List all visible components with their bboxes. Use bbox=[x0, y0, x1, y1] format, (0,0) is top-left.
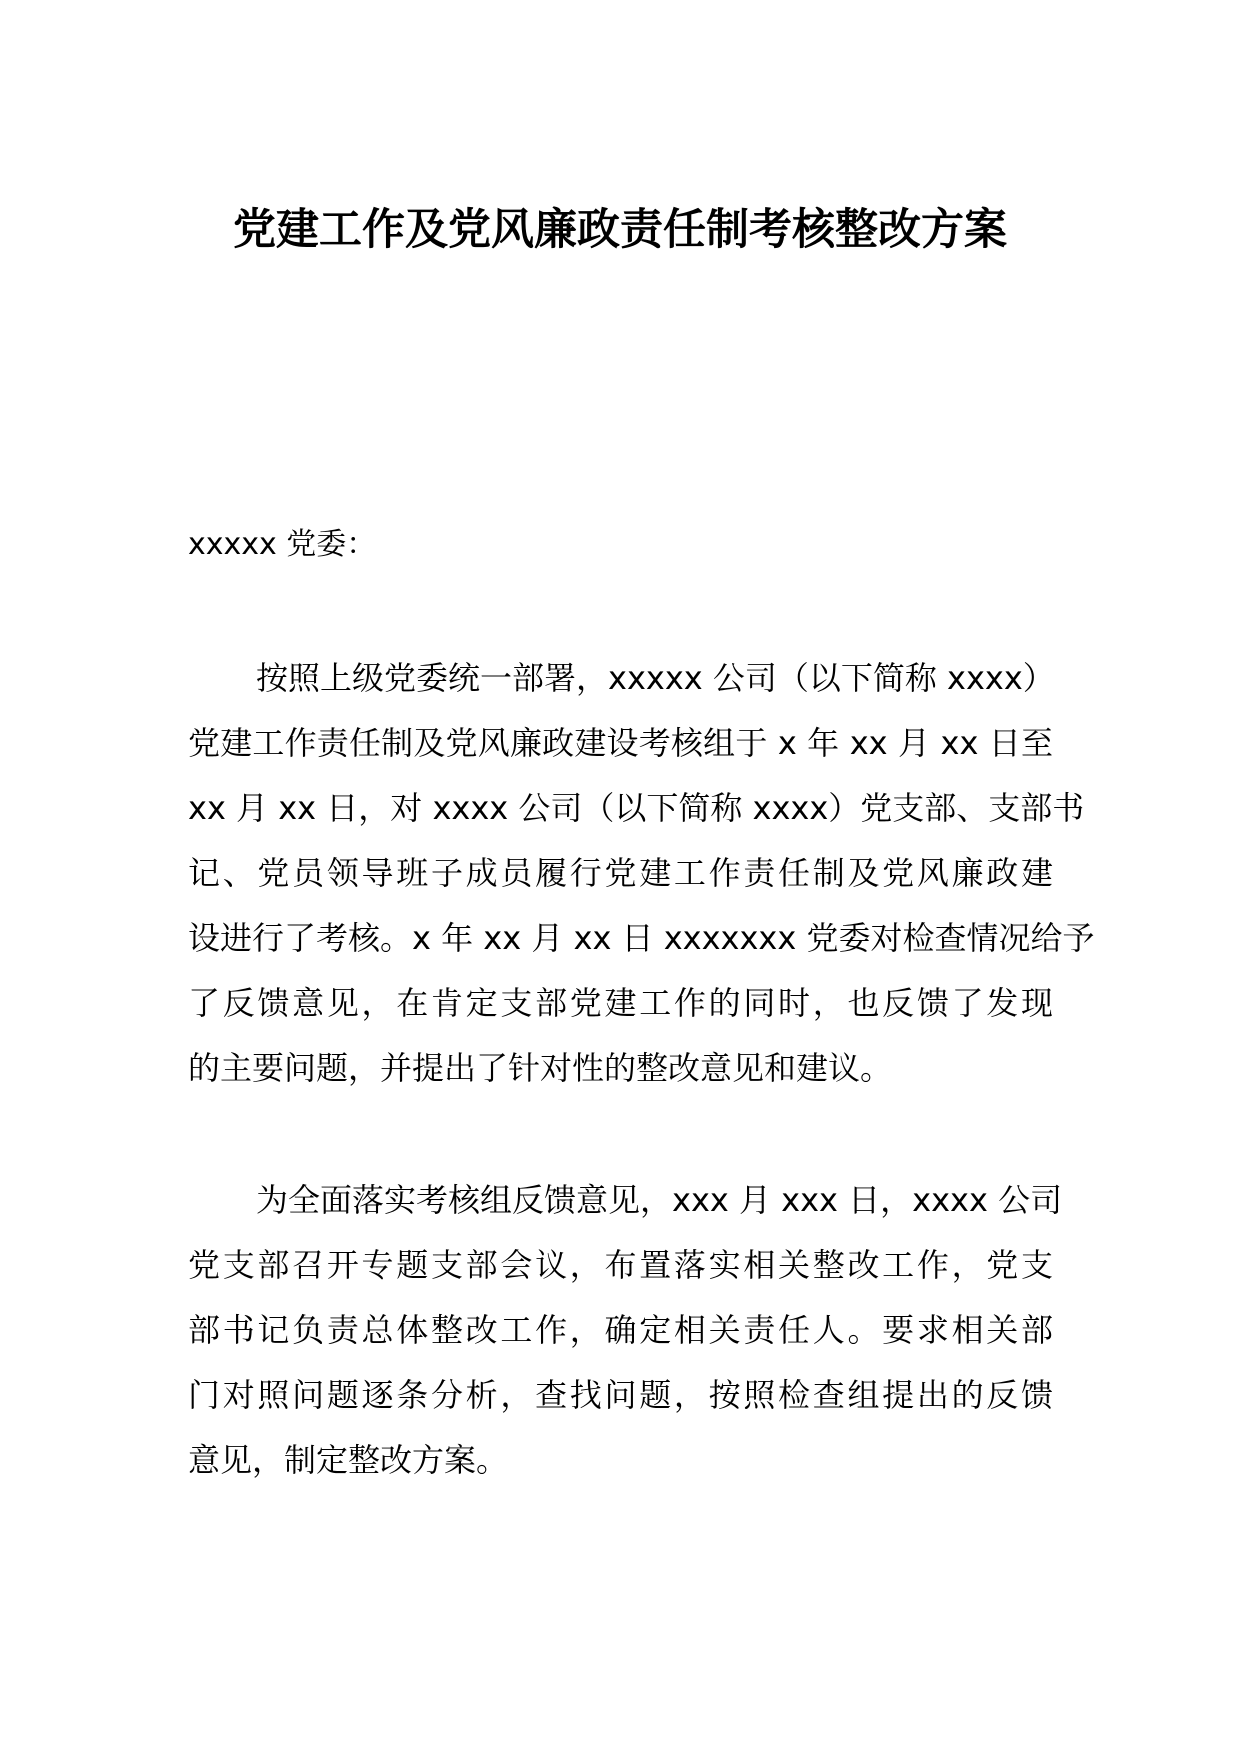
paragraph-line: 党支部召开专题支部会议，布置落实相关整改工作，党支 bbox=[188, 1246, 1053, 1284]
paragraph-line: 党建工作责任制及党风廉政建设考核组于 x 年 xx 月 xx 日至 bbox=[188, 724, 1053, 762]
paragraph-line: xx 月 xx 日，对 xxxx 公司（以下简称 xxxx）党支部、支部书 bbox=[188, 789, 1085, 827]
paragraph-line: 了反馈意见，在肯定支部党建工作的同时，也反馈了发现 bbox=[188, 984, 1053, 1022]
paragraph-line: 的主要问题，并提出了针对性的整改意见和建议。 bbox=[188, 1049, 893, 1087]
salutation: xxxxx 党委： bbox=[188, 527, 377, 562]
body-paragraph-1 bbox=[188, 646, 1095, 1101]
paragraph-line: 按照上级党委统一部署，xxxxx 公司（以下简称 xxxx） bbox=[256, 659, 1055, 697]
paragraph-line: 记、党员领导班子成员履行党建工作责任制及党风廉政建 bbox=[188, 854, 1053, 892]
paragraph-line: 为全面落实考核组反馈意见，xxx 月 xxx 日，xxxx 公司 bbox=[256, 1181, 1063, 1219]
body-paragraph-2 bbox=[188, 1168, 1063, 1493]
paragraph-line: 意见，制定整改方案。 bbox=[188, 1441, 509, 1479]
page-title: 党建工作及党风廉政责任制考核整改方案 bbox=[233, 205, 1007, 255]
paragraph-line: 部书记负责总体整改工作，确定相关责任人。要求相关部 bbox=[188, 1311, 1053, 1349]
paragraph-line: 门对照问题逐条分析，查找问题，按照检查组提出的反馈 bbox=[188, 1376, 1053, 1414]
paragraph-line: 设进行了考核。x 年 xx 月 xx 日 xxxxxxx 党委对检查情况给予 bbox=[188, 919, 1095, 957]
